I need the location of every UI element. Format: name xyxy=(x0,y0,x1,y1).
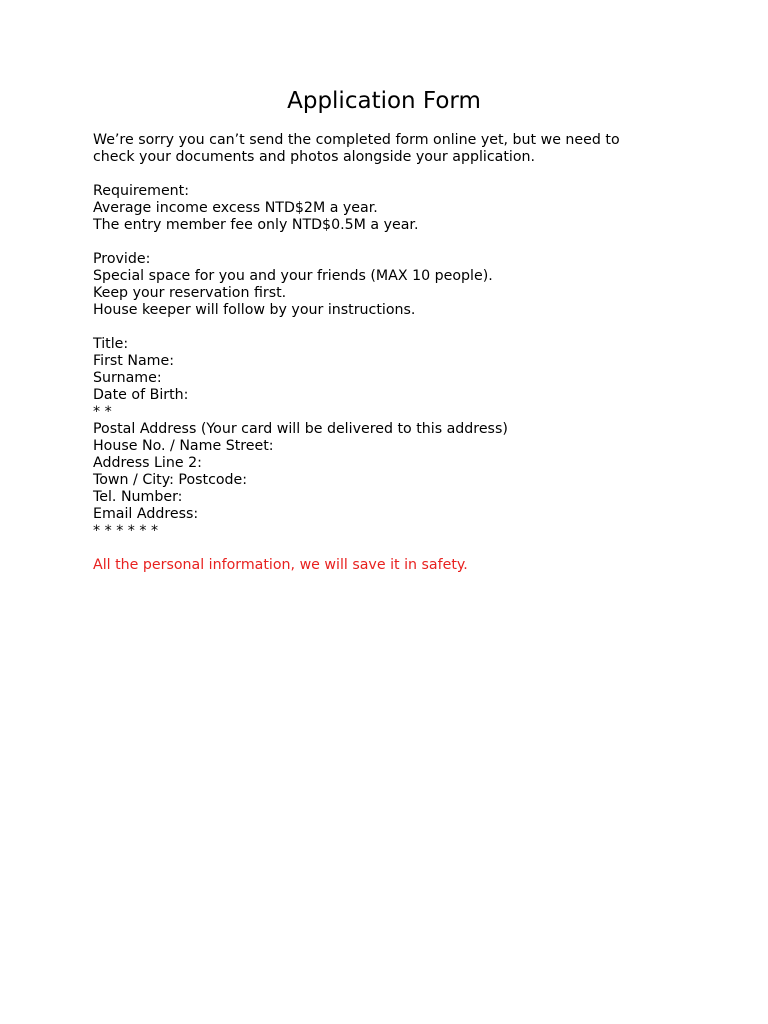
field-town-postcode-label: Town / City: Postcode: xyxy=(93,472,248,488)
intro-line-2: check your documents and photos alongside your application. xyxy=(93,149,536,165)
provide-item-housekeeper: House keeper will follow by your instructions. xyxy=(93,302,416,318)
provide-item-reservation: Keep your reservation first. xyxy=(93,285,287,301)
postal-address-heading: Postal Address (Your card will be delivered to this address) xyxy=(93,421,508,437)
field-house-street-label: House No. / Name Street: xyxy=(93,438,274,454)
document-body xyxy=(93,132,733,574)
field-date-of-birth-label: Date of Birth: xyxy=(93,387,189,403)
field-surname-label: Surname: xyxy=(93,370,162,386)
field-address-line-2-label: Address Line 2: xyxy=(93,455,202,471)
field-first-name-label: First Name: xyxy=(93,353,175,369)
asterisk-separator: * * xyxy=(93,404,112,420)
paragraph-spacer xyxy=(93,319,733,336)
requirement-item-income: Average income excess NTD$2M a year. xyxy=(93,200,378,216)
field-title-label: Title: xyxy=(93,336,129,352)
privacy-notice: All the personal information, we will save it in safety. xyxy=(93,557,468,573)
asterisk-separator: * * * * * * xyxy=(93,523,159,539)
paragraph-spacer xyxy=(93,166,733,183)
requirement-item-fee: The entry member fee only NTD$0.5M a year. xyxy=(93,217,419,233)
provide-heading: Provide: xyxy=(93,251,151,267)
field-email-label: Email Address: xyxy=(93,506,199,522)
requirement-heading: Requirement: xyxy=(93,183,190,199)
field-tel-number-label: Tel. Number: xyxy=(93,489,183,505)
paragraph-spacer xyxy=(93,234,733,251)
intro-line-1: We’re sorry you can’t send the completed form online yet, but we need to xyxy=(93,132,620,148)
provide-item-space: Special space for you and your friends (MAX 10 people). xyxy=(93,268,493,284)
paragraph-spacer xyxy=(93,540,733,557)
page-title: Application Form xyxy=(287,88,481,114)
